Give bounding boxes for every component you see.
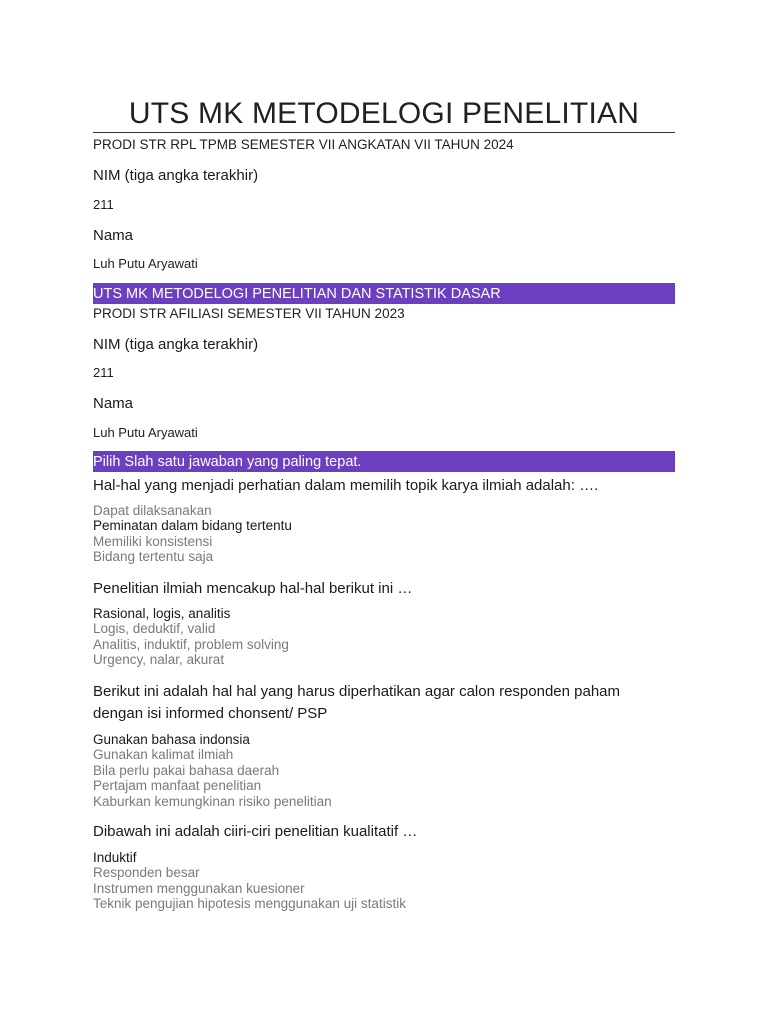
section1-nim-value: 211 xyxy=(93,197,114,212)
option[interactable]: Urgency, nalar, akurat xyxy=(93,652,225,668)
option[interactable]: Responden besar xyxy=(93,865,200,881)
question-2: Penelitian ilmiah mencakup hal-hal berikut ini … xyxy=(93,580,413,597)
section2-nim-label: NIM (tiga angka terakhir) xyxy=(93,336,259,353)
section1-subtitle: PRODI STR RPL TPMB SEMESTER VII ANGKATAN VII TAHUN 2024 xyxy=(93,137,514,152)
section2-subtitle: PRODI STR AFILIASI SEMESTER VII TAHUN 2023 xyxy=(93,306,405,321)
section1-nim-label: NIM (tiga angka terakhir) xyxy=(93,167,259,184)
section2-nim-value: 211 xyxy=(93,365,114,380)
option-selected[interactable]: Induktif xyxy=(93,850,137,865)
option[interactable]: Instrumen menggunakan kuesioner xyxy=(93,880,305,896)
question-3-line-1: Berikut ini adalah hal hal yang harus diperhatikan agar calon responden paham xyxy=(93,683,621,700)
option[interactable]: Pertajam manfaat penelitian xyxy=(93,778,262,794)
section1-nama-label: Nama xyxy=(93,227,134,244)
option-selected[interactable]: Rasional, logis, analitis xyxy=(93,606,231,621)
option[interactable]: Dapat dilaksanakan xyxy=(93,503,212,518)
question-4: Dibawah ini adalah ciiri-ciri penelitian kualitatif … xyxy=(93,823,418,840)
section2-nama-value: Luh Putu Aryawati xyxy=(93,425,198,440)
question-1: Hal-hal yang menjadi perhatian dalam memilih topik karya ilmiah adalah: …. xyxy=(93,477,599,494)
section2-title-band: UTS MK METODELOGI PENELITIAN DAN STATISTIK DASAR xyxy=(93,283,675,304)
option[interactable]: Memiliki konsistensi xyxy=(93,533,213,549)
section1-nama-value: Luh Putu Aryawati xyxy=(93,256,198,271)
option[interactable]: Bidang tertentu saja xyxy=(93,549,214,565)
question-1-options xyxy=(93,503,292,565)
option-selected[interactable]: Peminatan dalam bidang tertentu xyxy=(93,518,292,534)
option[interactable]: Teknik pengujian hipotesis menggunakan uji statistik xyxy=(93,896,406,912)
page-title: UTS MK METODELOGI PENELITIAN xyxy=(128,97,640,130)
question-3-options xyxy=(93,732,332,809)
title-underline xyxy=(93,132,675,133)
section2-nama-label: Nama xyxy=(93,395,134,412)
question-3-line-2: dengan isi informed chonsent/ PSP xyxy=(93,705,328,722)
option[interactable]: Kaburkan kemungkinan risiko penelitian xyxy=(93,793,332,809)
option[interactable]: Logis, deduktif, valid xyxy=(93,621,216,637)
question-2-options xyxy=(93,606,289,668)
option[interactable]: Analitis, induktif, problem solving xyxy=(93,636,289,652)
question-4-options xyxy=(93,850,406,912)
option[interactable]: Gunakan kalimat ilmiah xyxy=(93,747,234,763)
option-selected[interactable]: Gunakan bahasa indonsia xyxy=(93,732,250,747)
instruction-band: Pilih Slah satu jawaban yang paling tepat. xyxy=(93,451,675,472)
option[interactable]: Bila perlu pakai bahasa daerah xyxy=(93,762,280,778)
